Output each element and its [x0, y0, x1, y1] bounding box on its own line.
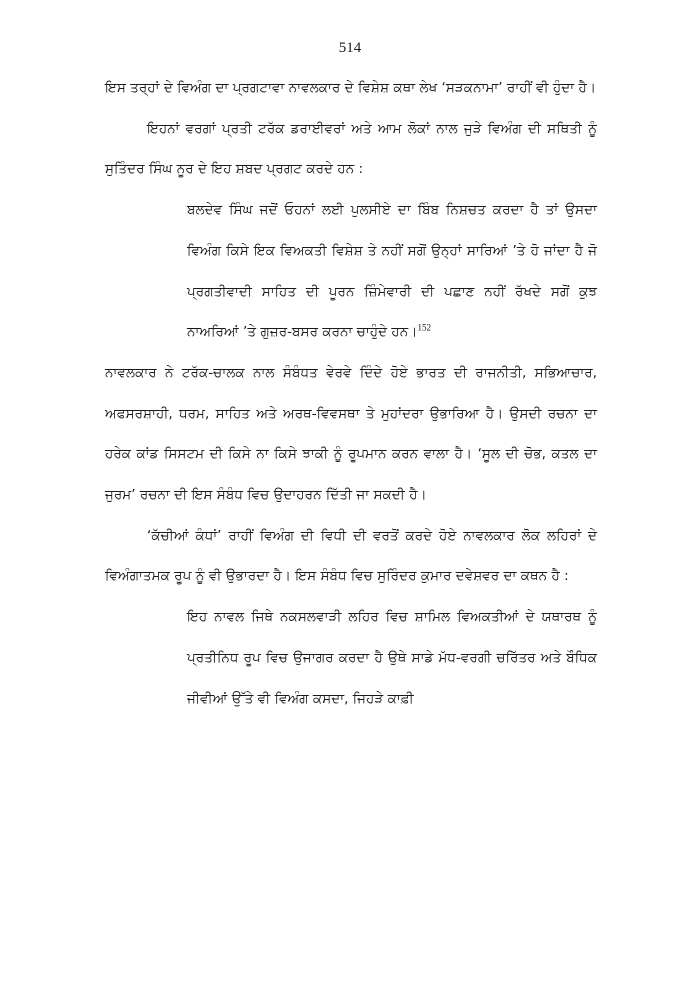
- paragraph-kachiyan-kandhan: ‘ਕੱਚੀਆਂ ਕੰਧਾਂ’ ਰਾਹੀਂ ਵਿਅੰਗ ਦੀ ਵਿਧੀ ਦੀ ਵਰਤੋਂ ਕਰਦੇ ਹੋਏ ਨਾਵਲਕਾਰ ਲੋਕ ਲਹਿਰਾਂ ਦੇ ਵਿਅੰਗਾਤਮਕ ਰੂਪ ਨੂੰ ਵੀ ਉਭਾਰਦਾ ਹੈ। ਇਸ ਸੰਬੰਧ ਵਿਚ ਸੁਰਿੰਦਰ ਕੁਮਾਰ ਦਵੇਸ਼ਵਰ ਦਾ ਕਥਨ ਹੈ :: [105, 527, 597, 585]
- paragraph-sadaknama: ਇਸ ਤਰ੍ਹਾਂ ਦੇ ਵਿਅੰਗ ਦਾ ਪ੍ਰਗਟਾਵਾ ਨਾਵਲਕਾਰ ਦੇ ਵਿਸ਼ੇਸ਼ ਕਥਾ ਲੇਖ ‘ਸੜਕਨਾਮਾ’ ਰਾਹੀਂ ਵੀ ਹੁੰਦਾ ਹੈ।: [105, 80, 596, 96]
- block-quote-noor-text: ਬਲਦੇਵ ਸਿੰਘ ਜਦੋਂ ਓਹਨਾਂ ਲਈ ਪੁਲਸੀਏ ਦਾ ਬਿੰਬ ਨਿਸ਼ਚਤ ਕਰਦਾ ਹੈ ਤਾਂ ਉਸਦਾ ਵਿਅੰਗ ਕਿਸੇ ਇਕ ਵਿਅਕਤੀ ਵਿਸ਼ੇਸ਼ ਤੇ ਨਹੀਂ ਸਗੋਂ ਉਨ੍ਹਾਂ ਸਾਰਿਆਂ ’ਤੇ ਹੋ ਜਾਂਦਾ ਹੈ ਜੋ ਪ੍ਰਗਤੀਵਾਦੀ ਸਾਹਿਤ ਦੀ ਪੂਰਨ ਜ਼ਿੰਮੇਵਾਰੀ ਦੀ ਪਛਾਣ ਨਹੀਂ ਰੱਖਦੇ ਸਗੋਂ ਕੁਝ ਨਾਅਰਿਆਂ ’ਤੇ ਗੁਜ਼ਰ-ਬਸਰ ਕਰਨਾ ਚਾਹੁੰਦੇ ਹਨ।: [187, 202, 597, 341]
- paragraph-truck-driver: ਨਾਵਲਕਾਰ ਨੇ ਟਰੱਕ-ਚਾਲਕ ਨਾਲ ਸੰਬੰਧਤ ਵੇਰਵੇ ਦਿੰਦੇ ਹੋਏ ਭਾਰਤ ਦੀ ਰਾਜਨੀਤੀ, ਸਭਿਆਚਾਰ, ਅਫਸਰਸ਼ਾਹੀ, ਧਰਮ, ਸਾਹਿਤ ਅਤੇ ਅਰਥ-ਵਿਵਸਥਾ ਤੇ ਮੁਹਾਂਦਰਾ ਉਭਾਰਿਆ ਹੈ। ਉਸਦੀ ਰਚਨਾ ਦਾ ਹਰੇਕ ਕਾਂਡ ਸਿਸਟਮ ਦੀ ਕਿਸੇ ਨਾ ਕਿਸੇ ਝਾਕੀ ਨੂੰ ਰੂਪਮਾਨ ਕਰਨ ਵਾਲਾ ਹੈ। ‘ਸੂਲ ਦੀ ਚੋਭ, ਕਤਲ ਦਾ ਜੁਰਮ’ ਰਚਨਾ ਦੀ ਇਸ ਸੰਬੰਧ ਵਿਚ ਉਦਾਹਰਨ ਦਿੱਤੀ ਜਾ ਸਕਦੀ ਹੈ।: [105, 364, 597, 504]
- paragraph-intro-quote-noor: ਇਹਨਾਂ ਵਰਗਾਂ ਪ੍ਰਤੀ ਟਰੱਕ ਡਰਾਈਵਰਾਂ ਅਤੇ ਆਮ ਲੋਕਾਂ ਨਾਲ ਜੁੜੇ ਵਿਅੰਗ ਦੀ ਸਥਿਤੀ ਨੂੰ ਸੁਤਿੰਦਰ ਸਿੰਘ ਨੂਰ ਦੇ ਇਹ ਸ਼ਬਦ ਪ੍ਰਗਟ ਕਰਦੇ ਹਨ :: [105, 120, 597, 178]
- block-quote-daveshwar: ਇਹ ਨਾਵਲ ਜਿਥੇ ਨਕਸਲਵਾੜੀ ਲਹਿਰ ਵਿਚ ਸ਼ਾਮਿਲ ਵਿਅਕਤੀਆਂ ਦੇ ਯਥਾਰਥ ਨੂੰ ਪ੍ਰਤੀਨਿਧ ਰੂਪ ਵਿਚ ਉਜਾਗਰ ਕਰਦਾ ਹੈ ਉਥੇ ਸਾਡੇ ਮੱਧ-ਵਰਗੀ ਚਰਿੱਤਰ ਅਤੇ ਬੌਧਿਕ ਜੀਵੀਆਂ ਉੱਤੇ ਵੀ ਵਿਅੰਗ ਕਸਦਾ, ਜਿਹੜੇ ਕਾਫ਼ੀ: [187, 609, 597, 707]
- page-body: [105, 68, 597, 719]
- footnote-ref: 152: [417, 322, 431, 333]
- page-number: 514: [338, 40, 362, 56]
- block-quote-noor: [187, 190, 597, 353]
